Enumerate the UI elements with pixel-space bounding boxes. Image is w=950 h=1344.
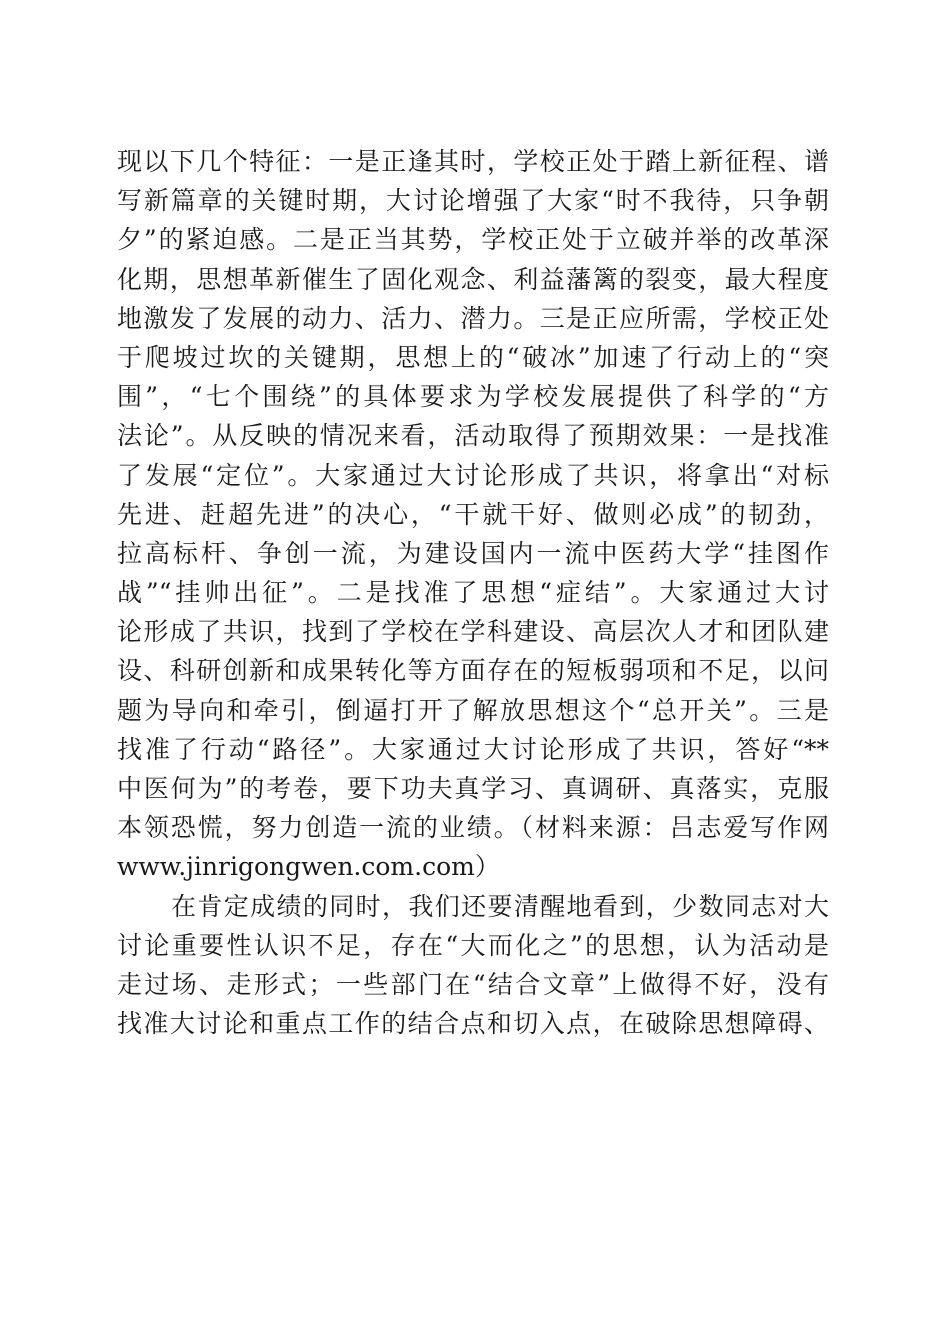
text-line: 本领恐慌，努力创造一流的业绩。（材料来源：吕志爱写作网 [117, 813, 829, 843]
body-text [117, 142, 829, 1043]
text-line: 讨论重要性认识不足，存在“大而化之”的思想，认为活动是 [117, 930, 829, 960]
text-line: 法论”。从反映的情况来看，活动取得了预期效果：一是找准 [117, 421, 829, 451]
text-line: 拉高标杆、争创一流，为建设国内一流中医药大学“挂图作 [117, 538, 829, 568]
text-line: 现以下几个特征：一是正逢其时，学校正处于踏上新征程、谱 [117, 147, 829, 176]
text-line: 了发展“定位”。大家通过大讨论形成了共识，将拿出“对标 [117, 460, 829, 490]
text-line: 于爬坡过坎的关键期，思想上的“破冰”加速了行动上的“突 [117, 342, 829, 372]
text-line: 找准大讨论和重点工作的结合点和切入点，在破除思想障碍、 [117, 1009, 829, 1039]
text-line: 化期，思想革新催生了固化观念、利益藩篱的裂变，最大程度 [117, 264, 829, 294]
text-line: 中医何为”的考卷，要下功夫真学习、真调研、真落实，克服 [117, 774, 829, 803]
paragraph-start-line: 在肯定成绩的同时，我们还要清醒地看到，少数同志对大 [171, 891, 829, 921]
text-line: 战”“挂帅出征”。二是找准了思想“症结”。大家通过大讨 [117, 578, 829, 608]
text-line: 找准了行动“路径”。大家通过大讨论形成了共识，答好“** [117, 734, 829, 764]
text-line: 写新篇章的关键时期，大讨论增强了大家“时不我待，只争朝 [117, 186, 829, 216]
text-line: 先进、赶超先进”的决心，“干就干好、做则必成”的韧劲， [117, 499, 829, 529]
text-line: 走过场、走形式；一些部门在“结合文章”上做得不好，没有 [117, 969, 829, 999]
text-line: 夕”的紧迫感。二是正当其势，学校正处于立破并举的改革深 [117, 225, 829, 255]
text-line: 题为导向和牵引，倒逼打开了解放思想这个“总开关”。三是 [117, 695, 829, 725]
source-url-line: www.jinrigongwen.com.com） [117, 852, 500, 882]
text-line: 围”，“七个围绕”的具体要求为学校发展提供了科学的“方 [117, 382, 829, 412]
text-line: 地激发了发展的动力、活力、潜力。三是正应所需，学校正处 [117, 303, 829, 333]
text-line: 论形成了共识，找到了学校在学科建设、高层次人才和团队建 [117, 617, 829, 647]
text-line: 设、科研创新和成果转化等方面存在的短板弱项和不足，以问 [117, 656, 829, 686]
